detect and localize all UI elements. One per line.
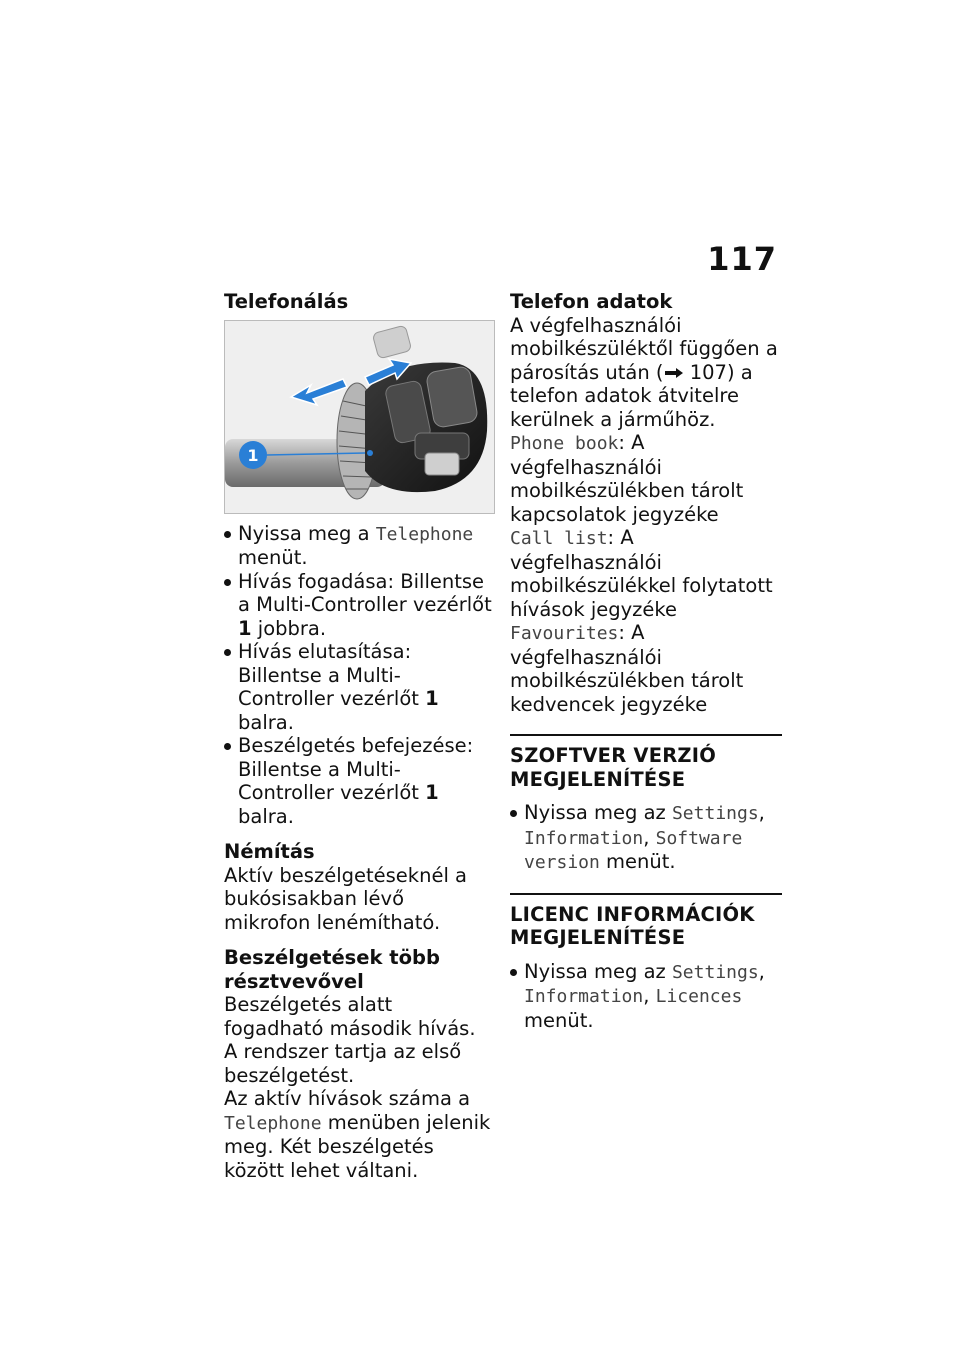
favourites-item: Favourites: A végfelhasználói mobilkészülékben tárolt kedvencek jegyzéke xyxy=(510,621,744,716)
list-item: Nyissa meg a Telephone menüt. xyxy=(224,522,494,570)
licence-info-steps xyxy=(510,960,782,1033)
section-title-phone-data: Telefon adatok xyxy=(510,290,673,313)
telephone-steps-list xyxy=(224,522,494,829)
software-version-steps xyxy=(510,801,782,875)
mute-text: Aktív beszélgetéseknél a bukósisakban lévő mikrofon lenémítható. xyxy=(224,863,468,934)
page-number: 117 xyxy=(707,240,777,278)
call-list-item: Call list: A végfelhasználói mobilkészülékkel folytatott hívások jegyzéke xyxy=(510,526,773,621)
software-version-heading: SZOFTVER VERZIÓ MEGJELENÍTÉSE xyxy=(510,734,782,791)
list-item: Hívás elutasítása: Billentse a Multi-Controller vezérlőt 1 balra. xyxy=(224,640,494,734)
figure-callout-1: 1 xyxy=(247,445,259,465)
licence-info-heading: LICENC INFORMÁCIÓK MEGJELENÍTÉSE xyxy=(510,893,782,950)
multi-party-text-1: Beszélgetés alatt fogadható második hívás. A rendszer tartja az első beszélgetést. xyxy=(224,993,476,1087)
left-column xyxy=(224,290,494,1182)
section-title-multi-party: Beszélgetések több résztvevővel xyxy=(224,946,440,993)
right-column xyxy=(510,290,782,1032)
list-item: Beszélgetés befejezése: Billentse a Multi-Controller vezérlőt 1 balra. xyxy=(224,734,494,828)
multi-party-text-2: Az aktív hívások száma a Telephone menüben jelenik meg. Két beszélgetés között lehet váltani. xyxy=(224,1087,491,1182)
handlebar-controller-figure xyxy=(224,320,495,514)
page-reference: 107 xyxy=(689,360,727,384)
list-item: Nyissa meg az Settings, Information, Licences menüt. xyxy=(510,960,782,1033)
phone-data-text: A végfelhasználói mobilkészüléktől függően a párosítás után ( 107) a telefon adatok átvitelre kerülnek a járműhöz. xyxy=(510,313,778,431)
phone-book-item: Phone book: A végfelhasználói mobilkészülékben tárolt kapcsolatok jegyzéke xyxy=(510,431,744,526)
list-item: Hívás fogadása: Billentse a Multi-Controller vezérlőt 1 jobbra. xyxy=(224,570,494,641)
page-reference-arrow-icon xyxy=(664,367,684,379)
list-item: Nyissa meg az Settings, Information, Software version menüt. xyxy=(510,801,782,875)
section-title-telephoning: Telefonálás xyxy=(224,290,349,313)
section-title-mute: Némítás xyxy=(224,840,315,863)
